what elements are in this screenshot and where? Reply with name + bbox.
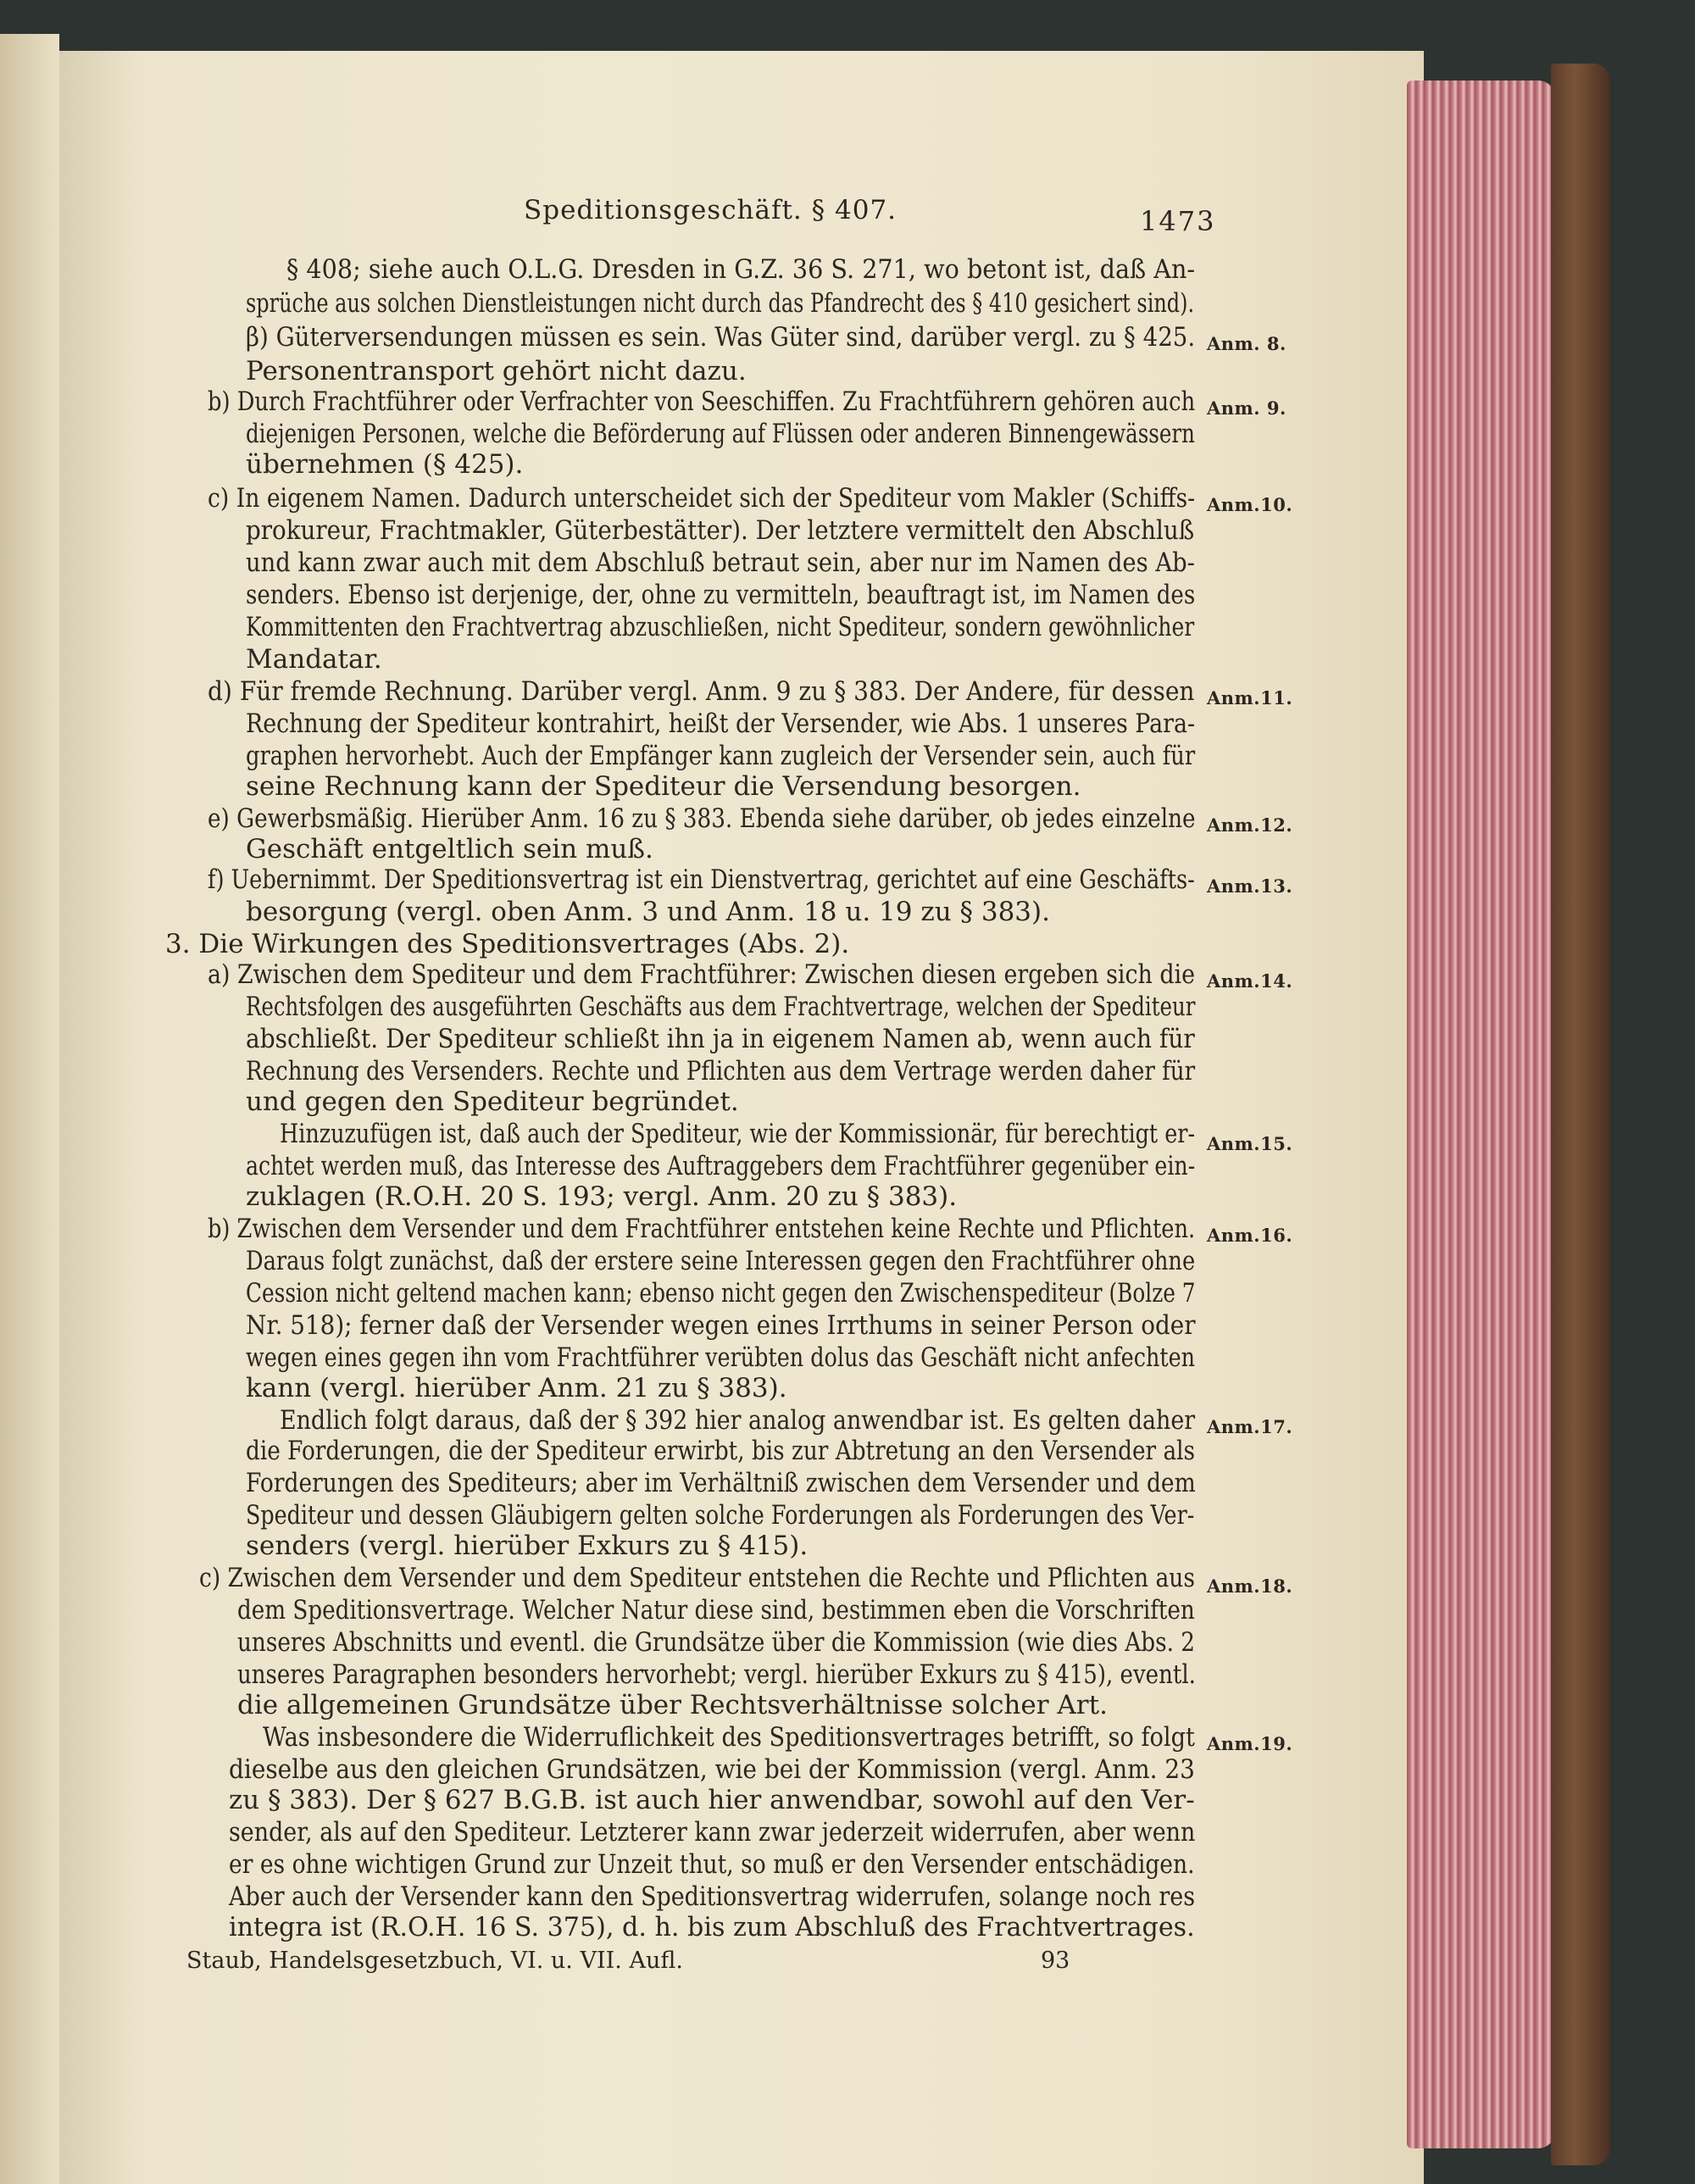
text-line: Hinzuzufügen ist, daß auch der Spediteur, wie der Kommissionär, für berechtigt er-	[280, 1119, 1196, 1149]
text-line: integra ist (R.O.H. 16 S. 375), d. h. bis zum Abschluß des Frachtvertrages.	[229, 1912, 1195, 1942]
text-line: sender, als auf den Spediteur. Letzterer kann zwar jederzeit widerrufen, aber wenn	[229, 1817, 1196, 1848]
margin-note: Anm.11.	[1207, 687, 1293, 709]
text-line: Forderungen des Spediteurs; aber im Verhältniß zwischen dem Versender und dem	[246, 1468, 1196, 1498]
text-line: graphen hervorhebt. Auch der Empfänger kann zugleich der Versender sein, auch für	[246, 741, 1196, 771]
running-title: Speditionsgeschäft. § 407.	[524, 195, 898, 225]
margin-note: Anm.12.	[1207, 814, 1293, 836]
margin-note: Anm.16.	[1207, 1225, 1293, 1246]
text-line: übernehmen (§ 425).	[246, 449, 524, 480]
text-line: a) Zwischen dem Spediteur und dem Frachtführer: Zwischen diesen ergeben sich die	[208, 959, 1196, 990]
footer-signature: 93	[1041, 1948, 1070, 1974]
text-line: § 408; siehe auch O.L.G. Dresden in G.Z. 36 S. 271, wo betont ist, daß An-	[286, 254, 1196, 285]
text-line: dieselbe aus den gleichen Grundsätzen, wie bei der Kommission (vergl. Anm. 23	[229, 1754, 1195, 1785]
text-line: c) Zwischen dem Versender und dem Spediteur entstehen die Rechte und Pflichten aus	[199, 1563, 1195, 1593]
text-line: und gegen den Spediteur begründet.	[246, 1086, 739, 1117]
text-line: b) Zwischen dem Versender und dem Frachtführer entstehen keine Rechte und Pflichten.	[208, 1214, 1196, 1244]
text-line: zuklagen (R.O.H. 20 S. 193; vergl. Anm. 20 zu § 383).	[246, 1181, 958, 1212]
margin-note: Anm.19.	[1207, 1733, 1293, 1754]
margin-note: Anm.17.	[1207, 1416, 1293, 1437]
text-line: dem Speditionsvertrage. Welcher Natur diese sind, bestimmen eben die Vorschriften	[237, 1595, 1195, 1625]
text-line: Rechnung des Versenders. Rechte und Pflichten aus dem Vertrage werden daher für	[246, 1056, 1196, 1086]
text-line: Nr. 518); ferner daß der Versender wegen eines Irrthums in seiner Person oder	[246, 1310, 1196, 1341]
text-line: Rechnung der Spediteur kontrahirt, heißt der Versender, wie Abs. 1 unseres Para-	[246, 709, 1196, 739]
text-line: e) Gewerbsmäßig. Hierüber Anm. 16 zu § 383. Ebenda siehe darüber, ob jedes einzelne	[208, 803, 1196, 834]
text-line: und kann zwar auch mit dem Abschluß betraut sein, aber nur im Namen des Ab-	[246, 547, 1195, 578]
text-line: Aber auch der Versender kann den Speditionsvertrag widerrufen, solange noch res	[229, 1881, 1196, 1912]
text-line: seine Rechnung kann der Spediteur die Versendung besorgen.	[246, 771, 1081, 802]
margin-note: Anm. 8.	[1207, 333, 1287, 354]
text-line: Endlich folgt daraus, daß der § 392 hier analog anwendbar ist. Es gelten daher	[280, 1405, 1196, 1436]
text-line: zu § 383). Der § 627 B.G.B. ist auch hier anwendbar, sowohl auf den Ver-	[229, 1785, 1195, 1815]
text-line: Cession nicht geltend machen kann; ebenso nicht gegen den Zwischenspediteur (Bolze 7	[246, 1278, 1196, 1309]
footer-source: Staub, Handelsgesetzbuch, VI. u. VII. Aufl.	[186, 1948, 683, 1974]
text-line: abschließt. Der Spediteur schließt ihn ja in eigenem Namen ab, wenn auch für	[246, 1024, 1195, 1054]
margin-note: Anm.10.	[1207, 494, 1293, 515]
text-line: wegen eines gegen ihn vom Frachtführer verübten dolus das Geschäft nicht anfechten	[246, 1342, 1196, 1373]
text-line: Rechtsfolgen des ausgeführten Geschäfts aus dem Frachtvertrage, welchen der Spediteur	[246, 992, 1196, 1022]
text-line: besorgung (vergl. oben Anm. 3 und Anm. 18 u. 19 zu § 383).	[246, 897, 1050, 927]
margin-note: Anm. 9.	[1207, 397, 1287, 419]
text-line: β) Güterversendungen müssen es sein. Was Güter sind, darüber vergl. zu § 425.	[246, 322, 1196, 353]
text-line: prokureur, Frachtmakler, Güterbestätter). Der letztere vermittelt den Abschluß	[246, 515, 1195, 546]
text-line: senders (vergl. hierüber Exkurs zu § 415).	[246, 1531, 809, 1561]
margin-note: Anm.18.	[1207, 1575, 1293, 1597]
page-number: 1473	[1140, 205, 1216, 237]
text-line: sprüche aus solchen Dienstleistungen nicht durch das Pfandrecht des § 410 gesichert sind).	[246, 288, 1195, 319]
text-line: b) Durch Frachtführer oder Verfrachter von Seeschiffen. Zu Frachtführern gehören auch	[208, 386, 1196, 417]
text-line: Kommittenten den Frachtvertrag abzuschließen, nicht Spediteur, sondern gewöhnlicher	[246, 612, 1195, 642]
text-line: senders. Ebenso ist derjenige, der, ohne zu vermitteln, beauftragt ist, im Namen des	[246, 580, 1196, 610]
margin-note: Anm.15.	[1207, 1133, 1293, 1154]
text-line: Mandatar.	[246, 644, 382, 675]
text-line: Was insbesondere die Widerruflichkeit des Speditionsvertrages betrifft, so folgt	[263, 1722, 1195, 1753]
text-line: unseres Abschnitts und eventl. die Grundsätze über die Kommission (wie dies Abs. 2	[237, 1627, 1196, 1658]
text-line: d) Für fremde Rechnung. Darüber vergl. Anm. 9 zu § 383. Der Andere, für dessen	[208, 676, 1195, 707]
text-line: die Forderungen, die der Spediteur erwirbt, bis zur Abtretung an den Versender als	[246, 1436, 1196, 1466]
margin-note: Anm.13.	[1207, 875, 1293, 897]
text-line: die allgemeinen Grundsätze über Rechtsverhältnisse solcher Art.	[237, 1690, 1108, 1720]
text-line: c) In eigenem Namen. Dadurch unterscheidet sich der Spediteur vom Makler (Schiffs-	[208, 483, 1196, 514]
text-line: unseres Paragraphen besonders hervorhebt; vergl. hierüber Exkurs zu § 415), eventl.	[237, 1659, 1196, 1690]
margin-note: Anm.14.	[1207, 970, 1293, 992]
text-line: achtet werden muß, das Interesse des Auftraggebers dem Frachtführer gegenüber ein-	[246, 1151, 1196, 1181]
section-heading: 3. Die Wirkungen des Speditionsvertrages (Abs. 2).	[165, 929, 850, 959]
text-line: Geschäft entgeltlich sein muß.	[246, 834, 653, 864]
text-line: er es ohne wichtigen Grund zur Unzeit thut, so muß er den Versender entschädigen.	[229, 1849, 1195, 1880]
text-line: diejenigen Personen, welche die Beförderung auf Flüssen oder anderen Binnengewässern	[246, 419, 1195, 449]
text-line: Personentransport gehört nicht dazu.	[246, 356, 747, 386]
text-line: kann (vergl. hierüber Anm. 21 zu § 383).	[246, 1373, 787, 1403]
text-line: Spediteur und dessen Gläubigern gelten solche Forderungen als Forderungen des Ver-	[246, 1500, 1195, 1531]
text-line: f) Uebernimmt. Der Speditionsvertrag ist ein Dienstvertrag, gerichtet auf eine Geschäfts-	[208, 864, 1195, 895]
text-line: Daraus folgt zunächst, daß der erstere seine Interessen gegen den Frachtführer ohne	[246, 1246, 1196, 1276]
